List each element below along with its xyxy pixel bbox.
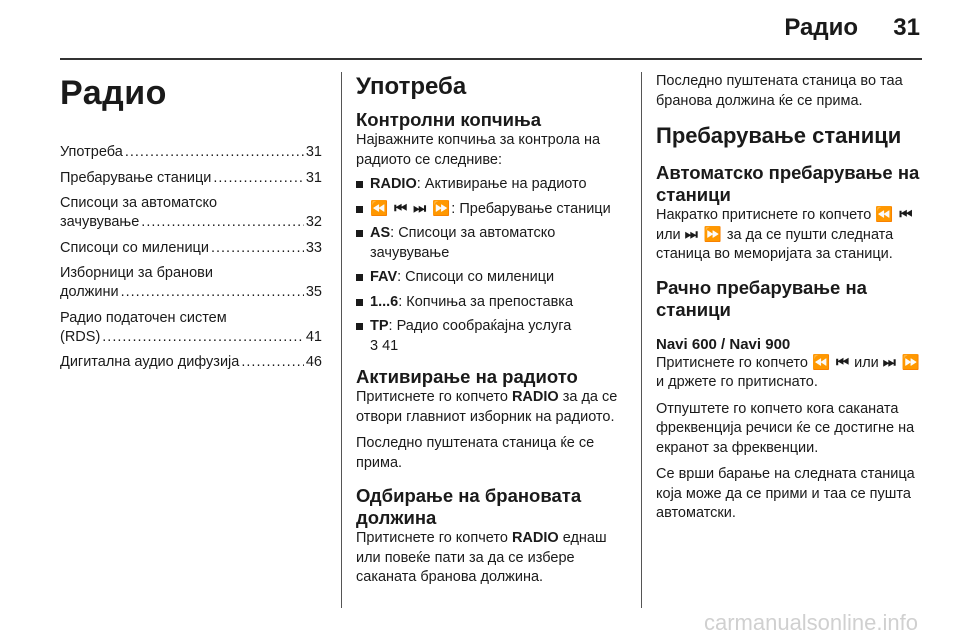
as-key: AS <box>370 225 391 241</box>
toc-entry-title-line1: Изборници за бранови <box>60 265 213 281</box>
seek-back-icon: ⏪ ⏮ <box>875 207 914 223</box>
list-item <box>356 293 626 313</box>
auto-search-paragraph: Накратко притиснете го копчето ⏪ ⏮ или ⏭ ⏩ за да се пушти следната станица во меморијата за станици. <box>656 207 914 262</box>
auto-search-heading: Автоматско пребарување на станици <box>656 162 920 205</box>
toc-column <box>60 72 322 379</box>
activate-paragraph: Притиснете го копчето RADIO за да се отвори главниот изборник на радиото. <box>356 389 618 425</box>
navi-paragraph-1: Притиснете го копчето ⏪ ⏮ или ⏭ ⏩ и држете го притиснато. <box>656 354 921 390</box>
fav-key: FAV <box>370 269 398 285</box>
toc-entry-page: 35 <box>305 284 322 300</box>
band-paragraph: Притиснете го копчето RADIO еднаш или повеќе пати за да се избере саканата бранова должина. <box>356 530 607 585</box>
page-header <box>0 0 960 58</box>
column-divider <box>641 72 642 608</box>
activate-note: Последно пуштената станица ќе се прима. <box>356 435 595 471</box>
section-heading-usage: Употреба <box>356 73 467 100</box>
header-rule <box>60 58 922 60</box>
chapter-title: Радио <box>60 74 167 112</box>
toc-entry[interactable] <box>60 143 322 163</box>
list-item <box>356 224 626 263</box>
toc-entry-title: должини <box>60 284 119 300</box>
activate-heading: Активирање на радиото <box>356 366 578 387</box>
usage-column <box>356 72 626 588</box>
toc-entry[interactable] <box>60 264 322 303</box>
seek-forward-icon: ⏭ ⏩ <box>882 354 921 371</box>
list-item-text: : Радио сообраќајна услуга <box>388 318 572 334</box>
toc-entry[interactable] <box>60 194 322 233</box>
seek-forward-icon: ⏭ ⏩ <box>684 226 723 243</box>
toc-entry-title: Употреба <box>60 144 123 160</box>
list-item <box>356 268 626 288</box>
seek-keys-icon: ⏪ ⏮ ⏭ ⏩ <box>370 200 452 217</box>
page-reference-link[interactable]: 3 41 <box>370 337 399 354</box>
toc-entry-page: 31 <box>305 169 322 186</box>
toc-entry-page: 33 <box>305 239 322 256</box>
list-item-text: : Списоци за автоматско зачувување <box>370 225 556 261</box>
toc-entry-page: 32 <box>305 214 322 230</box>
list-item-text: : Списоци со миленици <box>397 269 555 285</box>
list-item <box>356 200 626 220</box>
toc-entry-page: 46 <box>305 354 322 370</box>
seek-back-icon: ⏪ ⏮ <box>811 354 851 371</box>
navi-paragraph-3: Се врши барање на следната станица која може да се прими и таа се пушта автоматски. <box>656 466 915 521</box>
list-item-text: : Пребарување станици <box>451 200 611 217</box>
search-heading: Пребарување станици <box>656 123 902 148</box>
toc-entry[interactable] <box>60 239 322 259</box>
toc-entry-title: Пребарување станици <box>60 169 212 186</box>
toc-entry-title: Списоци со миленици <box>60 239 209 256</box>
continued-paragraph: Последно пуштената станица во таа бранова должина ќе се прима. <box>656 73 903 109</box>
header-title: Радио <box>784 14 858 41</box>
list-item <box>356 175 626 195</box>
toc-entry-title: Дигитална аудио дифузија <box>60 354 240 370</box>
search-column <box>656 72 926 524</box>
controls-intro: Најважните копчиња за контрола на радиото се следниве: <box>356 132 601 168</box>
toc-entry-title-line1: Списоци за автоматско <box>60 195 218 211</box>
tp-key: TP <box>370 318 389 334</box>
navi-paragraph-2: Отпуштете го копчето кога саканата фреквенција речиси ќе се достигне на екранот за фреквенции. <box>656 400 915 456</box>
list-item-text: : Копчиња за препоставка <box>398 293 574 310</box>
controls-list <box>356 175 626 356</box>
list-item <box>356 317 626 356</box>
toc-entry-title: зачувување <box>60 214 140 230</box>
toc-entry[interactable] <box>60 169 322 189</box>
toc-entry-page: 41 <box>305 328 322 345</box>
page-number: 31 <box>893 14 920 41</box>
radio-key: RADIO <box>511 530 559 546</box>
controls-heading: Контролни копчиња <box>356 109 542 130</box>
toc-entry-title-line1: Радио податочен систем <box>60 309 227 326</box>
navi-heading: Navi 600 / Navi 900 <box>656 335 791 353</box>
column-divider <box>341 72 342 608</box>
toc-entry-title: (RDS) <box>60 328 101 345</box>
watermark: carmanualsonline.info <box>703 610 918 635</box>
band-heading: Одбирање на брановата должина <box>356 485 582 528</box>
toc-entry-page: 31 <box>305 144 322 160</box>
toc-entry[interactable] <box>60 353 322 373</box>
preset-keys: 1...6 <box>370 293 399 310</box>
radio-key: RADIO <box>511 389 559 405</box>
list-item-text: : Активирање на радиото <box>416 176 587 192</box>
toc-entry[interactable] <box>60 309 322 348</box>
manual-search-heading: Рачно пребарување на станици <box>656 276 867 320</box>
radio-key: RADIO <box>370 176 417 192</box>
